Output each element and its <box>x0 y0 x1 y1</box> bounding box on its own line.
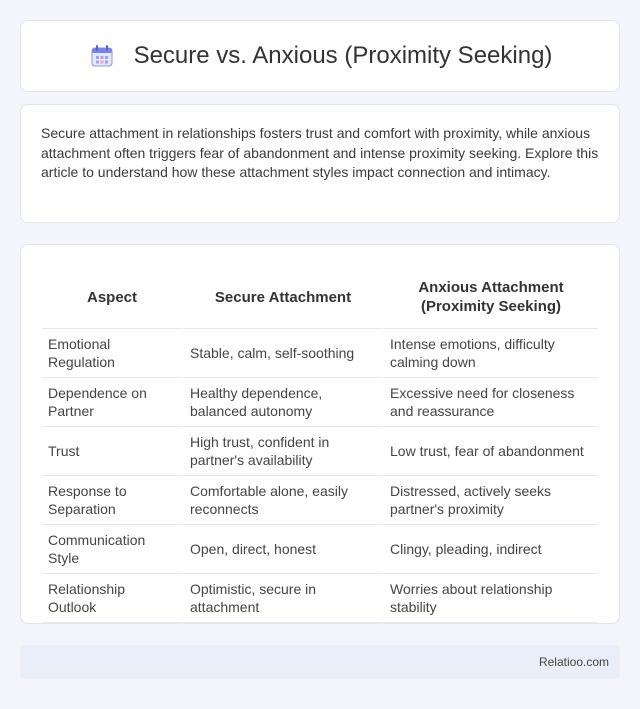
row-anxious: Distressed, actively seeks partner's proximity <box>382 476 598 525</box>
footer-brand[interactable]: Relatioo.com <box>538 655 609 669</box>
table-row <box>42 476 598 525</box>
calendar-icon <box>88 42 116 70</box>
row-anxious: Intense emotions, difficulty calming down <box>382 329 598 378</box>
table-header-row <box>42 266 598 329</box>
table-row <box>42 427 598 476</box>
row-aspect: Trust <box>42 427 182 476</box>
comparison-table <box>42 266 598 623</box>
row-secure: High trust, confident in partner's availability <box>182 427 382 476</box>
row-secure: Open, direct, honest <box>182 525 382 574</box>
page-title: Secure vs. Anxious (Proximity Seeking) <box>133 42 553 69</box>
intro-paragraph: Secure attachment in relationships fosters trust and comfort with proximity, while anxious attachment often triggers fear of abandonment and intense proximity seeking. Explore this article to understand how these attachment styles impact connection and intimacy. <box>41 125 599 180</box>
table-row <box>42 378 598 427</box>
row-secure: Stable, calm, self-soothing <box>182 329 382 378</box>
row-secure: Healthy dependence, balanced autonomy <box>182 378 382 427</box>
table-row <box>42 525 598 574</box>
row-anxious: Low trust, fear of abandonment <box>382 427 598 476</box>
table-row <box>42 574 598 623</box>
row-anxious: Clingy, pleading, indirect <box>382 525 598 574</box>
row-aspect: Relationship Outlook <box>42 574 182 623</box>
comparison-card <box>20 244 620 624</box>
row-anxious: Worries about relationship stability <box>382 574 598 623</box>
row-aspect: Response to Separation <box>42 476 182 525</box>
header-anxious: Anxious Attachment (Proximity Seeking) <box>382 266 598 329</box>
header-aspect: Aspect <box>42 266 182 329</box>
row-aspect: Communication Style <box>42 525 182 574</box>
footer <box>20 645 620 679</box>
row-secure: Optimistic, secure in attachment <box>182 574 382 623</box>
table-row <box>42 329 598 378</box>
header-secure: Secure Attachment <box>182 266 382 329</box>
intro-card <box>20 104 620 223</box>
row-secure: Comfortable alone, easily reconnects <box>182 476 382 525</box>
row-aspect: Emotional Regulation <box>42 329 182 378</box>
row-anxious: Excessive need for closeness and reassurance <box>382 378 598 427</box>
row-aspect: Dependence on Partner <box>42 378 182 427</box>
title-card <box>20 20 620 92</box>
